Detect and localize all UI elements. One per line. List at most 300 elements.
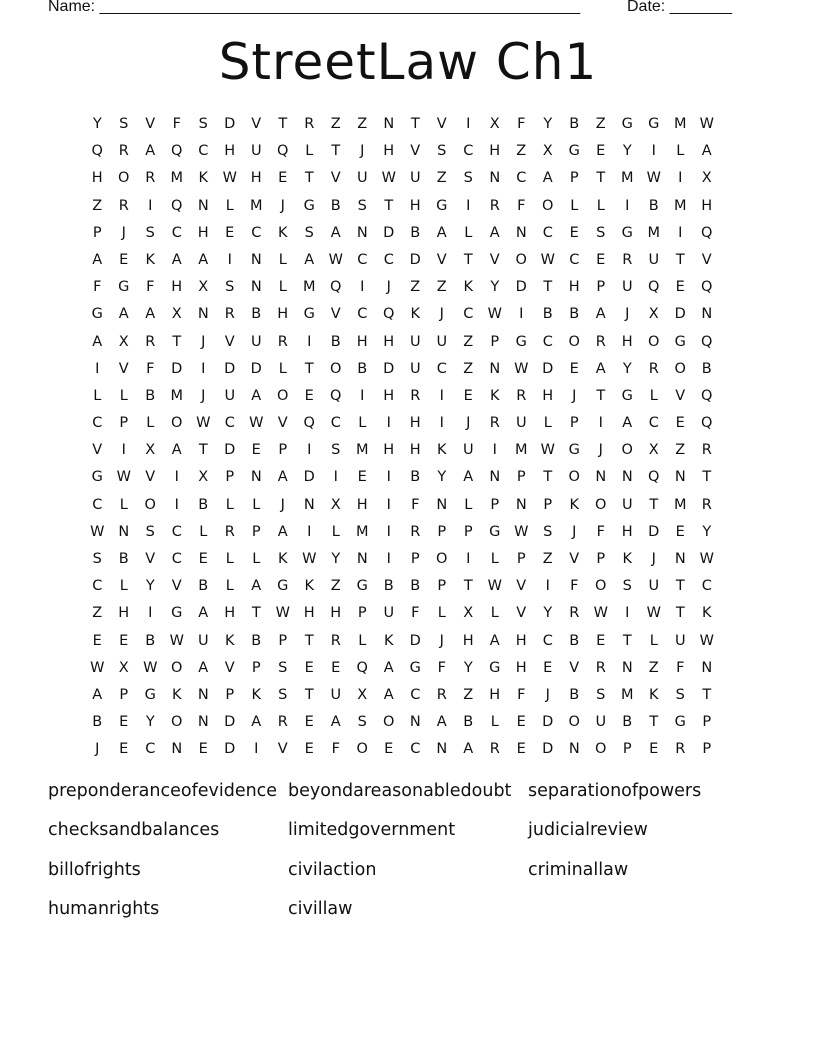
grid-letter: D: [171, 360, 183, 377]
grid-letter: H: [489, 143, 501, 160]
grid-letter: Z: [463, 360, 474, 377]
grid-letter: A: [92, 333, 103, 350]
grid-letter: W: [646, 170, 661, 187]
grid-letter: N: [197, 306, 209, 323]
grid-letter: P: [119, 415, 129, 432]
grid-letter: I: [360, 387, 365, 404]
grid-letter: Q: [356, 659, 368, 676]
grid-letter: I: [174, 469, 179, 486]
grid-letter: P: [702, 741, 712, 758]
grid-letter: Z: [330, 578, 341, 595]
grid-letter: A: [171, 442, 182, 459]
grid-letter: Q: [330, 279, 342, 296]
grid-spacer: [720, 196, 747, 223]
grid-letter: A: [436, 714, 447, 731]
grid-letter: E: [463, 387, 473, 404]
grid-letter: Z: [410, 279, 421, 296]
grid-letter: K: [224, 632, 235, 649]
grid-letter: N: [436, 496, 448, 513]
grid-letter: P: [357, 605, 367, 622]
grid-letter: B: [330, 197, 341, 214]
grid-letter: W: [646, 605, 661, 622]
grid-letter: U: [409, 360, 421, 377]
word-list-item: judicialreview: [528, 820, 648, 841]
grid-letter: X: [330, 496, 341, 513]
grid-letter: L: [225, 551, 234, 567]
grid-letter: N: [621, 659, 633, 676]
grid-letter: K: [304, 578, 314, 595]
grid-letter: S: [225, 279, 235, 296]
grid-letter: O: [568, 714, 580, 731]
grid-letter: T: [596, 387, 606, 404]
grid-letter: H: [621, 333, 633, 350]
grid-letter: H: [383, 333, 395, 350]
grid-letter: I: [386, 469, 391, 486]
grid-letter: V: [516, 578, 527, 595]
word-list-item: billofrights: [48, 859, 141, 880]
grid-letter: N: [595, 469, 607, 486]
grid-letter: S: [119, 116, 129, 132]
grid-letter: F: [517, 116, 526, 132]
grid-letter: I: [254, 741, 259, 758]
grid-letter: J: [201, 387, 206, 404]
grid-letter: F: [411, 605, 420, 622]
grid-letter: H: [224, 605, 236, 622]
grid-letter: R: [595, 333, 606, 350]
grid-letter: N: [515, 224, 527, 241]
grid-letter: V: [145, 116, 156, 132]
grid-letter: B: [410, 224, 421, 241]
grid-letter: A: [304, 251, 315, 268]
grid-letter: V: [145, 551, 156, 567]
grid-letter: B: [251, 306, 262, 323]
grid-letter: K: [277, 551, 288, 567]
grid-letter: A: [198, 659, 209, 676]
grid-letter: W: [169, 632, 184, 649]
grid-letter: S: [357, 197, 367, 214]
grid-letter: D: [409, 632, 421, 649]
grid-letter: L: [225, 496, 234, 513]
grid-letter: F: [146, 279, 155, 296]
grid-letter: N: [356, 551, 368, 567]
grid-letter: M: [673, 116, 687, 132]
grid-letter: X: [357, 686, 368, 703]
grid-letter: S: [596, 224, 606, 241]
grid-spacer: [720, 141, 747, 168]
grid-letter: D: [224, 360, 236, 377]
grid-letter: I: [466, 551, 471, 567]
grid-letter: V: [118, 360, 129, 377]
grid-letter: C: [516, 170, 527, 187]
grid-letter: K: [463, 279, 473, 296]
grid-letter: G: [621, 387, 633, 404]
grid-letter: N: [383, 116, 395, 132]
grid-letter: P: [92, 224, 102, 241]
grid-letter: O: [595, 496, 607, 513]
grid-letter: R: [410, 523, 421, 540]
grid-letter: I: [625, 197, 630, 214]
grid-letter: V: [410, 143, 421, 160]
grid-spacer: [720, 332, 747, 359]
grid-letter: L: [331, 523, 340, 540]
grid-letter: N: [356, 224, 368, 241]
grid-letter: S: [622, 578, 632, 595]
grid-letter: S: [145, 224, 155, 241]
grid-letter: H: [383, 387, 395, 404]
grid-letter: M: [170, 170, 183, 187]
grid-letter: A: [436, 224, 447, 241]
grid-letter: M: [620, 170, 634, 187]
grid-letter: B: [198, 578, 209, 595]
grid-letter: Y: [702, 523, 712, 540]
grid-letter: T: [649, 496, 659, 513]
grid-letter: L: [490, 605, 499, 622]
grid-letter: P: [569, 415, 579, 432]
grid-letter: S: [543, 523, 553, 540]
grid-letter: F: [437, 659, 446, 676]
grid-letter: O: [330, 360, 342, 377]
grid-letter: S: [675, 686, 685, 703]
grid-letter: D: [542, 741, 554, 758]
grid-letter: K: [489, 387, 500, 404]
grid-letter: B: [330, 333, 341, 350]
grid-letter: Q: [701, 333, 713, 350]
grid-letter: L: [464, 224, 473, 241]
grid-letter: C: [383, 251, 394, 268]
grid-letter: A: [463, 741, 474, 758]
grid-letter: F: [331, 741, 340, 758]
grid-spacer: [720, 413, 747, 440]
grid-letter: D: [542, 714, 554, 731]
grid-letter: J: [572, 523, 577, 540]
grid-letter: A: [145, 143, 156, 160]
grid-letter: G: [277, 578, 289, 595]
grid-letter: V: [330, 170, 341, 187]
grid-letter: V: [92, 442, 103, 459]
grid-letter: V: [251, 116, 262, 132]
grid-letter: F: [146, 360, 155, 377]
grid-letter: N: [568, 741, 580, 758]
grid-letter: C: [701, 578, 712, 595]
grid-letter: N: [197, 686, 209, 703]
grid-letter: T: [251, 605, 261, 622]
grid-spacer: [720, 304, 747, 331]
grid-letter: K: [622, 551, 632, 567]
grid-letter: A: [171, 251, 182, 268]
grid-letter: C: [92, 496, 103, 513]
grid-letter: I: [227, 251, 232, 268]
grid-letter: P: [490, 496, 500, 513]
grid-letter: E: [569, 360, 579, 377]
grid-letter: N: [250, 279, 262, 296]
grid-letter: E: [675, 523, 685, 540]
grid-spacer: [720, 114, 747, 141]
grid-letter: I: [307, 333, 312, 350]
grid-letter: I: [519, 306, 524, 323]
grid-letter: V: [569, 659, 580, 676]
grid-spacer: [720, 576, 747, 603]
grid-letter: C: [251, 224, 262, 241]
grid-letter: U: [330, 686, 342, 703]
grid-letter: M: [673, 496, 687, 513]
grid-letter: T: [622, 632, 632, 649]
grid-letter: S: [304, 224, 314, 241]
grid-letter: B: [569, 306, 580, 323]
grid-letter: R: [675, 741, 686, 758]
grid-spacer: [720, 522, 747, 549]
grid-letter: B: [542, 306, 553, 323]
grid-letter: G: [356, 578, 368, 595]
grid-spacer: [720, 658, 747, 685]
grid-letter: R: [701, 496, 712, 513]
grid-letter: F: [596, 523, 605, 540]
grid-letter: B: [145, 632, 156, 649]
grid-letter: H: [568, 279, 580, 296]
grid-letter: H: [330, 605, 342, 622]
grid-letter: I: [386, 415, 391, 432]
grid-letter: J: [95, 741, 100, 758]
grid-letter: L: [490, 551, 499, 567]
grid-letter: E: [543, 659, 553, 676]
grid-letter: Y: [92, 116, 102, 132]
grid-letter: N: [118, 523, 130, 540]
grid-letter: W: [699, 632, 714, 649]
grid-letter: R: [569, 605, 580, 622]
grid-letter: E: [304, 741, 314, 758]
grid-letter: Z: [92, 197, 103, 214]
grid-spacer: [720, 440, 747, 467]
grid-letter: O: [356, 741, 368, 758]
grid-letter: F: [172, 116, 181, 132]
grid-letter: P: [596, 279, 606, 296]
grid-letter: O: [383, 714, 395, 731]
grid-letter: X: [171, 306, 182, 323]
grid-letter: W: [222, 170, 237, 187]
grid-letter: Z: [436, 279, 447, 296]
grid-letter: M: [647, 224, 660, 241]
grid-letter: W: [90, 659, 105, 676]
grid-letter: X: [198, 469, 209, 486]
grid-letter: F: [676, 659, 685, 676]
grid-letter: J: [280, 496, 285, 513]
grid-letter: Z: [357, 116, 368, 132]
grid-letter: X: [145, 442, 156, 459]
word-list-item: preponderanceofevidence: [48, 781, 278, 801]
grid-letter: H: [383, 442, 395, 459]
grid-letter: N: [171, 741, 183, 758]
grid-letter: C: [542, 333, 553, 350]
grid-letter: L: [252, 551, 261, 567]
grid-letter: T: [304, 360, 314, 377]
name-field: Name: ______________________________________________________: [48, 0, 581, 15]
grid-letter: U: [436, 333, 448, 350]
grid-letter: G: [91, 306, 103, 323]
grid-letter: P: [490, 333, 500, 350]
grid-letter: R: [489, 415, 500, 432]
grid-letter: K: [277, 224, 288, 241]
grid-letter: R: [118, 197, 129, 214]
grid-letter: B: [357, 360, 368, 377]
grid-letter: K: [410, 306, 420, 323]
grid-letter: D: [383, 224, 395, 241]
grid-letter: I: [678, 224, 683, 241]
grid-letter: D: [648, 523, 660, 540]
grid-spacer: [720, 386, 747, 413]
grid-letter: A: [92, 251, 103, 268]
grid-spacer: [720, 359, 747, 386]
grid-letter: U: [648, 251, 660, 268]
grid-letter: A: [489, 632, 500, 649]
grid-letter: D: [224, 741, 236, 758]
grid-letter: D: [409, 251, 421, 268]
grid-letter: N: [674, 551, 686, 567]
grid-letter: P: [119, 686, 129, 703]
grid-letter: U: [621, 496, 633, 513]
grid-letter: A: [198, 605, 209, 622]
grid-letter: N: [489, 360, 501, 377]
grid-letter: I: [148, 197, 153, 214]
grid-letter: A: [595, 306, 606, 323]
grid-letter: T: [278, 116, 288, 132]
grid-letter: B: [622, 714, 633, 731]
grid-letter: J: [439, 632, 444, 649]
grid-letter: M: [514, 442, 528, 459]
grid-letter: S: [92, 551, 102, 567]
grid-letter: C: [92, 578, 103, 595]
grid-letter: W: [699, 116, 714, 132]
grid-letter: S: [437, 143, 447, 160]
grid-letter: O: [436, 551, 448, 567]
grid-letter: C: [569, 251, 580, 268]
grid-letter: W: [328, 251, 343, 268]
grid-letter: V: [436, 251, 447, 268]
grid-letter: V: [330, 306, 341, 323]
grid-letter: G: [621, 116, 633, 132]
grid-letter: E: [331, 659, 341, 676]
grid-letter: Y: [543, 605, 553, 622]
puzzle-title: StreetLaw Ch1: [218, 33, 598, 91]
grid-letter: I: [307, 523, 312, 540]
grid-letter: Q: [91, 143, 103, 160]
grid-letter: E: [119, 632, 129, 649]
grid-letter: W: [487, 306, 502, 323]
grid-letter: E: [384, 741, 394, 758]
grid-letter: K: [383, 632, 394, 649]
grid-letter: P: [463, 523, 473, 540]
grid-letter: F: [570, 578, 579, 595]
grid-letter: N: [197, 197, 209, 214]
grid-letter: T: [384, 197, 394, 214]
grid-letter: R: [489, 197, 500, 214]
grid-letter: Z: [436, 170, 447, 187]
grid-letter: R: [224, 306, 235, 323]
grid-letter: B: [251, 632, 262, 649]
grid-letter: C: [92, 415, 103, 432]
word-list-item: criminallaw: [528, 859, 629, 880]
grid-letter: G: [515, 333, 527, 350]
grid-letter: H: [197, 224, 209, 241]
grid-letter: M: [620, 686, 634, 703]
grid-letter: A: [92, 686, 103, 703]
header-line: [0, 0, 816, 20]
grid-letter: L: [278, 251, 287, 268]
grid-letter: R: [224, 523, 235, 540]
grid-letter: Q: [701, 224, 713, 241]
grid-letter: Z: [463, 686, 474, 703]
grid-letter: K: [251, 686, 261, 703]
grid-letter: C: [171, 551, 182, 567]
grid-letter: O: [171, 714, 183, 731]
grid-letter: D: [303, 469, 315, 486]
grid-letter: T: [410, 116, 420, 132]
grid-letter: T: [304, 632, 314, 649]
grid-letter: R: [145, 333, 156, 350]
grid-letter: J: [651, 551, 656, 567]
grid-letter: I: [466, 116, 471, 132]
grid-letter: W: [593, 605, 608, 622]
grid-letter: E: [278, 170, 288, 187]
date-field: Date: _______: [627, 0, 732, 15]
grid-letter: Y: [331, 551, 341, 567]
grid-letter: U: [197, 632, 209, 649]
grid-letter: P: [225, 686, 235, 703]
grid-letter: L: [358, 632, 367, 649]
grid-letter: A: [542, 170, 553, 187]
grid-letter: O: [595, 578, 607, 595]
grid-letter: U: [621, 279, 633, 296]
grid-letter: L: [570, 197, 579, 214]
grid-letter: S: [278, 686, 288, 703]
grid-letter: H: [171, 279, 183, 296]
grid-letter: N: [515, 496, 527, 513]
grid-letter: V: [569, 551, 580, 567]
grid-letter: T: [463, 251, 473, 268]
grid-letter: C: [330, 415, 341, 432]
grid-letter: Q: [303, 415, 315, 432]
grid-letter: Z: [92, 605, 103, 622]
grid-letter: V: [224, 333, 235, 350]
word-list-item: separationofpowers: [528, 781, 702, 801]
grid-letter: S: [145, 523, 155, 540]
grid-letter: W: [143, 659, 158, 676]
grid-letter: J: [121, 224, 126, 241]
grid-letter: Y: [145, 714, 155, 731]
grid-letter: D: [224, 714, 236, 731]
grid-letter: W: [116, 469, 131, 486]
grid-letter: C: [171, 224, 182, 241]
grid-letter: A: [277, 523, 288, 540]
grid-letter: W: [381, 170, 396, 187]
grid-letter: P: [437, 578, 447, 595]
grid-letter: A: [145, 306, 156, 323]
grid-letter: A: [251, 714, 262, 731]
grid-letter: C: [463, 143, 474, 160]
grid-letter: R: [622, 251, 633, 268]
grid-letter: B: [410, 469, 421, 486]
grid-letter: D: [674, 306, 686, 323]
grid-letter: W: [540, 251, 555, 268]
grid-letter: Z: [516, 143, 527, 160]
grid-letter: Q: [701, 279, 713, 296]
grid-letter: R: [304, 116, 315, 132]
grid-letter: H: [409, 415, 421, 432]
grid-letter: N: [250, 469, 262, 486]
grid-letter: N: [489, 469, 501, 486]
grid-letter: A: [622, 415, 633, 432]
grid-letter: N: [436, 741, 448, 758]
grid-letter: C: [224, 415, 235, 432]
grid-letter: V: [171, 578, 182, 595]
